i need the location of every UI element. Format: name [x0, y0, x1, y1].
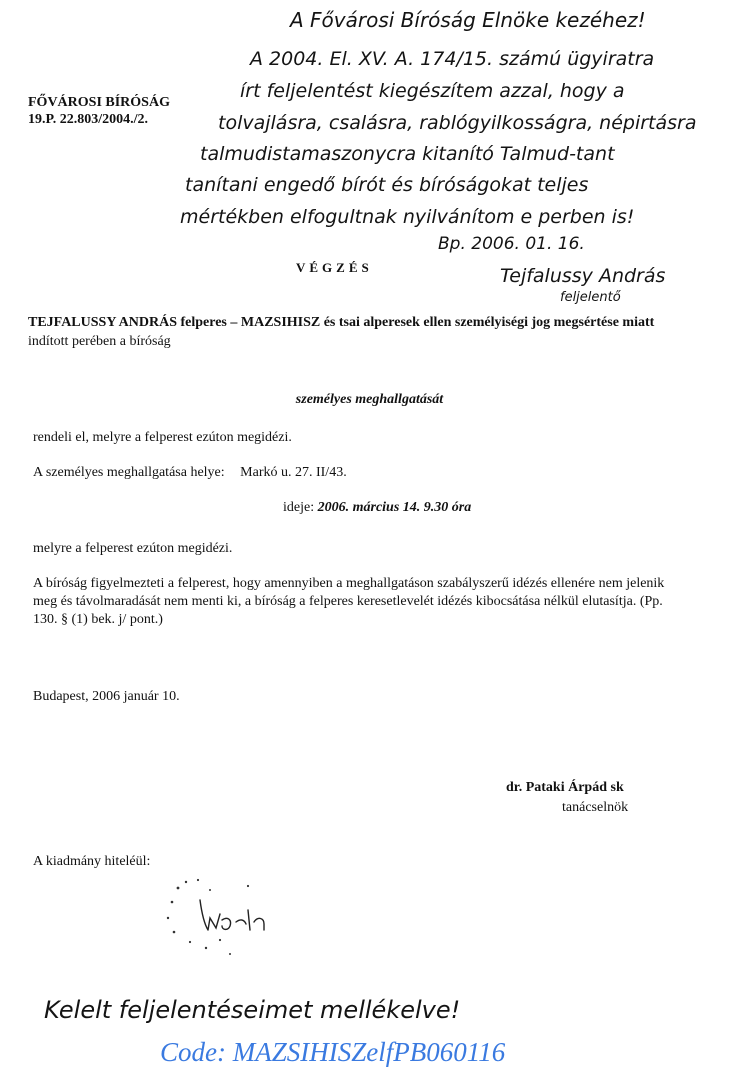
- document-code: Code: MAZSIHISZelfPB060116: [160, 1037, 506, 1067]
- order-text: személyes meghallgatását: [295, 392, 444, 407]
- hand-line-1: A Fővárosi Bíróság Elnöke kezéhez!: [290, 8, 646, 32]
- hearing-place: [33, 464, 673, 482]
- judge-name: dr. Pataki Árpád sk: [506, 780, 624, 795]
- hand-line-5: talmudistamaszonycra kitanító Talmud-tant: [200, 143, 615, 165]
- hearing-time: [283, 500, 471, 516]
- lead-bold: TEJFALUSSY ANDRÁS felperes – MAZSIHISZ és tsai alperesek ellen személyiségi jog megsértése miatt: [28, 315, 655, 330]
- stamp-signature-icon: [150, 870, 350, 970]
- lead-normal: indított perében a bíróság: [28, 334, 171, 349]
- paragraph-1: rendeli el, melyre a felperest ezúton megidézi.: [33, 430, 292, 445]
- court-header: [28, 94, 170, 128]
- hand-signature: Tejfalussy András: [500, 265, 666, 287]
- lead-paragraph: [28, 313, 688, 351]
- place-value: Markó u. 27. II/43.: [240, 465, 347, 480]
- place-label: A személyes meghallgatása helye:: [33, 465, 225, 480]
- paragraph-2: melyre a felperest ezúton megidézi.: [33, 541, 233, 556]
- hand-line-4: tolvajlásra, csalásra, rablógyilkosságra, népirtásra: [218, 112, 697, 134]
- time-value: 2006. március 14. 9.30 óra: [317, 500, 472, 515]
- hand-signature-sub: feljelentő: [560, 290, 621, 305]
- paragraph-3: A bíróság figyelmezteti a felperest, hogy amennyiben a meghallgatáson szabályszerű idézés ellenére nem jelenik meg és távolmaradását nem menti ki, a bíróság a felperes keresetlevelét idézés kibocsátása nélkül elutasítja. (Pp. 130. § (1) bek. j/ pont.): [33, 576, 665, 627]
- hand-line-2: A 2004. El. XV. A. 174/15. számú ügyiratra: [250, 48, 655, 70]
- judge-role: tanácselnök: [562, 800, 629, 815]
- hand-line-3: írt feljelentést kiegészítem azzal, hogy a: [240, 80, 625, 102]
- order-heading: [0, 390, 739, 408]
- hand-line-6: tanítani engedő bírót és bíróságokat teljes: [185, 174, 589, 196]
- time-label: ideje:: [283, 500, 318, 515]
- place-date: Budapest, 2006 január 10.: [33, 689, 180, 704]
- footer-hand-note: Kelelt feljelentéseimet mellékelve!: [44, 996, 461, 1024]
- hand-line-7: mértékben elfogultnak nyilvánítom e perben is!: [180, 206, 635, 228]
- certify-label: A kiadmány hiteléül:: [33, 854, 151, 869]
- case-number: 19.P. 22.803/2004./2.: [28, 112, 149, 127]
- hand-date: Bp. 2006. 01. 16.: [438, 234, 585, 254]
- title-text: VÉGZÉS: [296, 260, 373, 275]
- court-name: FŐVÁROSI BÍRÓSÁG: [28, 95, 170, 110]
